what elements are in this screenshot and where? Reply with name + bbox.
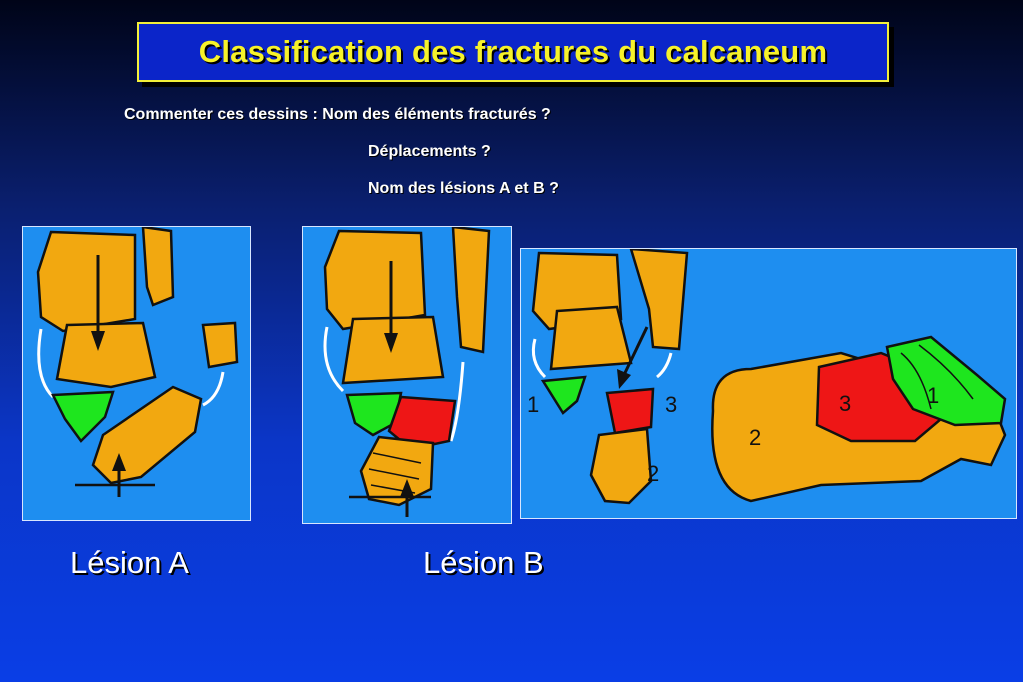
lesion-a-drawing <box>22 226 251 521</box>
fibula-bone <box>143 227 173 305</box>
capsule-line <box>533 339 545 377</box>
fragment-number-right-2: 2 <box>749 425 762 450</box>
talus-bone <box>343 317 443 383</box>
question-line-3: Nom des lésions A et B ? <box>368 180 559 197</box>
question-line-1: Commenter ces dessins : Nom des éléments fracturés ? <box>124 106 551 123</box>
fragment-number-right-1: 1 <box>927 383 940 408</box>
slide-title: Classification des fractures du calcaneum <box>198 34 828 69</box>
fragment-views <box>520 248 1017 519</box>
fragment-number-left-2: 2 <box>647 461 660 486</box>
fibula-bone <box>453 227 489 352</box>
fragment-number-left-3: 3 <box>665 392 678 417</box>
fragment-number-left-1: 1 <box>527 392 540 417</box>
red-fragment <box>607 389 653 433</box>
title-box <box>137 22 889 82</box>
lesion-b-label: Lésion B <box>423 545 544 580</box>
fragment-number-right-3: 3 <box>839 391 852 416</box>
tibia-bone <box>38 232 135 331</box>
green-fragment <box>543 377 585 413</box>
calcaneus-bone <box>591 429 651 503</box>
lesion-a-label: Lésion A <box>70 545 189 580</box>
capsule-line-right <box>657 353 671 377</box>
malleolus-bone <box>203 323 237 367</box>
talus-bone <box>551 307 631 369</box>
lesion-b-drawing <box>302 226 512 524</box>
capsule-line <box>325 327 343 391</box>
capsule-line-right <box>203 372 223 405</box>
tibia-bone <box>325 231 425 329</box>
capsule-line <box>39 329 53 397</box>
fibula-bone <box>631 249 687 349</box>
question-line-2: Déplacements ? <box>368 143 491 160</box>
talus-bone <box>57 323 155 387</box>
calcaneus-bone <box>361 437 433 505</box>
